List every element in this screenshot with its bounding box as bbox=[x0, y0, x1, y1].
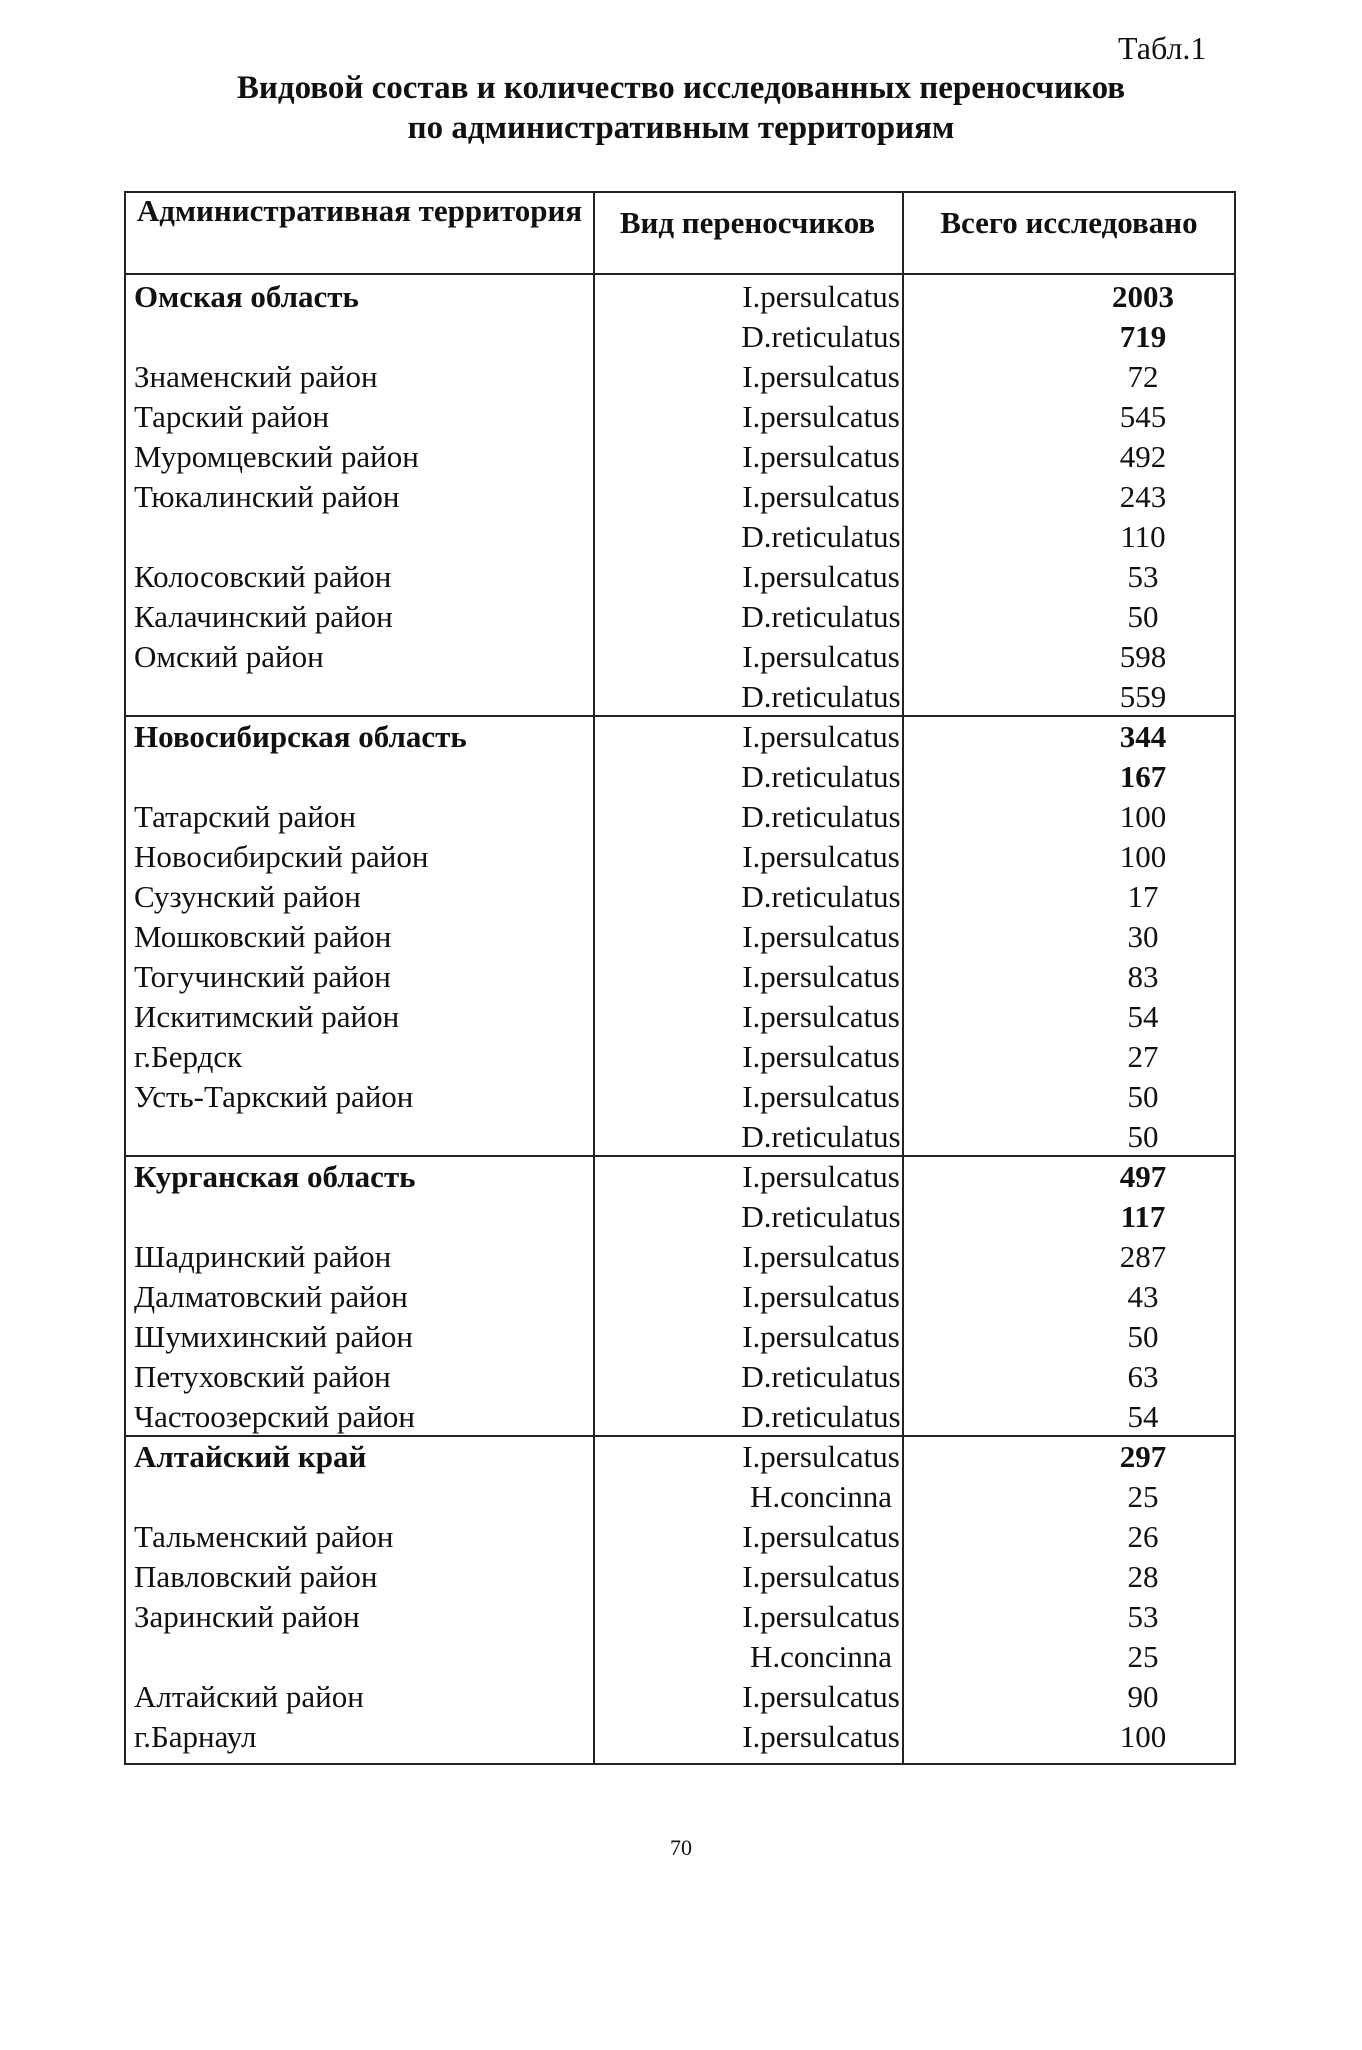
table-row bbox=[126, 317, 1234, 357]
cell-species: I.persulcatus bbox=[742, 359, 900, 394]
cell-species: I.persulcatus bbox=[742, 1079, 900, 1114]
table-row bbox=[126, 917, 1234, 957]
cell-species: D.reticulatus bbox=[741, 319, 901, 354]
cell-species: I.persulcatus bbox=[742, 1559, 900, 1594]
page-number: 70 bbox=[670, 1835, 692, 1860]
cell-species: I.persulcatus bbox=[742, 719, 900, 754]
table-row bbox=[126, 1717, 1234, 1757]
table-row bbox=[126, 437, 1234, 477]
cell-species: I.persulcatus bbox=[742, 1439, 900, 1474]
data-table bbox=[124, 191, 1236, 1765]
cell-count: 72 bbox=[1127, 359, 1159, 394]
table-title bbox=[0, 68, 1362, 148]
table-row bbox=[126, 637, 1234, 677]
cell-territory: Павловский район bbox=[134, 1559, 378, 1594]
cell-count: 287 bbox=[1119, 1239, 1167, 1274]
table-number-label: Табл.1 bbox=[1118, 30, 1207, 66]
cell-territory: Мошковский район bbox=[134, 919, 392, 954]
cell-species: I.persulcatus bbox=[742, 559, 900, 594]
cell-count: 54 bbox=[1127, 1399, 1159, 1434]
region-divider bbox=[126, 1435, 1234, 1437]
cell-count: 497 bbox=[1119, 1159, 1167, 1194]
cell-species: I.persulcatus bbox=[742, 639, 900, 674]
cell-territory: Тогучинский район bbox=[134, 959, 391, 994]
table-row bbox=[126, 837, 1234, 877]
cell-count: 17 bbox=[1127, 879, 1159, 914]
table-row bbox=[126, 1637, 1234, 1677]
table-row bbox=[126, 397, 1234, 437]
cell-count: 598 bbox=[1119, 639, 1167, 674]
cell-count: 110 bbox=[1120, 519, 1166, 554]
cell-count: 50 bbox=[1127, 1319, 1159, 1354]
cell-territory: Татарский район bbox=[134, 799, 356, 834]
table-row bbox=[126, 957, 1234, 997]
header-species: Вид переносчиков bbox=[619, 205, 876, 240]
cell-territory: Алтайский район bbox=[134, 1679, 364, 1714]
cell-count: 100 bbox=[1119, 799, 1167, 834]
cell-species: D.reticulatus bbox=[741, 759, 901, 794]
cell-territory: Муромцевский район bbox=[134, 439, 419, 474]
cell-species: I.persulcatus bbox=[742, 1279, 900, 1314]
header-territory: Административная территория bbox=[136, 193, 583, 228]
cell-species: I.persulcatus bbox=[742, 959, 900, 994]
cell-species: I.persulcatus bbox=[742, 1039, 900, 1074]
cell-territory: Знаменский район bbox=[134, 359, 378, 394]
cell-species: I.persulcatus bbox=[742, 919, 900, 954]
cell-count: 25 bbox=[1127, 1639, 1159, 1674]
cell-territory: Сузунский район bbox=[134, 879, 361, 914]
cell-species: I.persulcatus bbox=[742, 479, 900, 514]
cell-territory: Новосибирский район bbox=[134, 839, 429, 874]
table-title-line-2: по административным территориям bbox=[407, 110, 955, 146]
table-row bbox=[126, 677, 1234, 717]
cell-species: D.reticulatus bbox=[741, 1119, 901, 1154]
cell-count: 26 bbox=[1127, 1519, 1159, 1554]
cell-species: I.persulcatus bbox=[742, 439, 900, 474]
cell-count: 2003 bbox=[1112, 279, 1174, 314]
cell-species: I.persulcatus bbox=[742, 999, 900, 1034]
cell-territory: Омская область bbox=[134, 279, 359, 314]
table-row bbox=[126, 1117, 1234, 1157]
cell-territory: Далматовский район bbox=[134, 1279, 408, 1314]
header-total: Всего исследовано bbox=[940, 205, 1198, 240]
cell-species: I.persulcatus bbox=[742, 1239, 900, 1274]
table-row bbox=[126, 1237, 1234, 1277]
cell-species: D.reticulatus bbox=[741, 1399, 901, 1434]
table-row bbox=[126, 1477, 1234, 1517]
cell-territory: Новосибирская область bbox=[134, 719, 467, 754]
cell-count: 492 bbox=[1119, 439, 1167, 474]
cell-count: 53 bbox=[1127, 559, 1159, 594]
table-row bbox=[126, 997, 1234, 1037]
table-row bbox=[126, 877, 1234, 917]
cell-count: 53 bbox=[1127, 1599, 1159, 1634]
cell-count: 90 bbox=[1127, 1679, 1159, 1714]
cell-count: 117 bbox=[1120, 1199, 1166, 1234]
cell-count: 43 bbox=[1127, 1279, 1159, 1314]
cell-territory: г.Бердск bbox=[134, 1039, 243, 1074]
cell-territory: Курганская область bbox=[134, 1159, 416, 1194]
table-row bbox=[126, 557, 1234, 597]
table-row bbox=[126, 1597, 1234, 1637]
table-title-line-1: Видовой состав и количество исследованных переносчиков bbox=[236, 70, 1126, 106]
table-row bbox=[126, 1397, 1234, 1437]
cell-count: 167 bbox=[1119, 759, 1167, 794]
cell-territory: Частоозерский район bbox=[134, 1399, 415, 1434]
cell-species: D.reticulatus bbox=[741, 599, 901, 634]
table-row bbox=[126, 1357, 1234, 1397]
cell-species: D.reticulatus bbox=[741, 519, 901, 554]
table-row bbox=[126, 1677, 1234, 1717]
cell-count: 54 bbox=[1127, 999, 1159, 1034]
table-row bbox=[126, 797, 1234, 837]
cell-count: 27 bbox=[1127, 1039, 1159, 1074]
cell-count: 25 bbox=[1127, 1479, 1159, 1514]
cell-species: I.persulcatus bbox=[742, 1519, 900, 1554]
cell-count: 50 bbox=[1127, 599, 1159, 634]
cell-species: H.concinna bbox=[749, 1479, 893, 1514]
cell-territory: Тарский район bbox=[134, 399, 330, 434]
table-row-region bbox=[126, 277, 1234, 317]
cell-territory: Колосовский район bbox=[134, 559, 392, 594]
cell-count: 719 bbox=[1119, 319, 1167, 354]
table-row-region bbox=[126, 717, 1234, 757]
cell-species: I.persulcatus bbox=[742, 1719, 900, 1754]
cell-species: D.reticulatus bbox=[741, 1359, 901, 1394]
table-row bbox=[126, 1077, 1234, 1117]
cell-species: D.reticulatus bbox=[741, 679, 901, 714]
cell-count: 83 bbox=[1127, 959, 1159, 994]
table-row bbox=[126, 477, 1234, 517]
cell-species: I.persulcatus bbox=[742, 1319, 900, 1354]
cell-territory: Тальменский район bbox=[134, 1519, 394, 1554]
cell-species: D.reticulatus bbox=[741, 1199, 901, 1234]
table-row bbox=[126, 597, 1234, 637]
cell-territory: Тюкалинский район bbox=[134, 479, 400, 514]
table-row bbox=[126, 517, 1234, 557]
table-row bbox=[126, 1197, 1234, 1237]
table-row bbox=[126, 1517, 1234, 1557]
table-row bbox=[126, 1277, 1234, 1317]
cell-territory: г.Барнаул bbox=[134, 1719, 257, 1754]
cell-species: D.reticulatus bbox=[741, 879, 901, 914]
cell-territory: Омский район bbox=[134, 639, 324, 674]
table-row bbox=[126, 357, 1234, 397]
cell-count: 100 bbox=[1119, 839, 1167, 874]
cell-count: 63 bbox=[1127, 1359, 1159, 1394]
cell-territory: Петуховский район bbox=[134, 1359, 391, 1394]
region-divider bbox=[126, 1155, 1234, 1157]
cell-territory: Алтайский край bbox=[134, 1439, 367, 1474]
cell-count: 50 bbox=[1127, 1119, 1159, 1154]
cell-territory: Усть-Таркский район bbox=[134, 1079, 414, 1114]
cell-territory: Заринский район bbox=[134, 1599, 360, 1634]
cell-territory: Искитимский район bbox=[134, 999, 400, 1034]
cell-species: I.persulcatus bbox=[742, 839, 900, 874]
table-row-region bbox=[126, 1437, 1234, 1477]
cell-count: 30 bbox=[1127, 919, 1159, 954]
region-divider bbox=[126, 715, 1234, 717]
cell-species: I.persulcatus bbox=[742, 279, 900, 314]
table-row bbox=[126, 757, 1234, 797]
cell-species: I.persulcatus bbox=[742, 1679, 900, 1714]
cell-count: 28 bbox=[1127, 1559, 1159, 1594]
cell-species: I.persulcatus bbox=[742, 1159, 900, 1194]
cell-count: 559 bbox=[1119, 679, 1167, 714]
cell-count: 100 bbox=[1119, 1719, 1167, 1754]
cell-species: H.concinna bbox=[749, 1639, 893, 1674]
cell-territory: Шумихинский район bbox=[134, 1319, 413, 1354]
cell-territory: Калачинский район bbox=[134, 599, 393, 634]
cell-species: I.persulcatus bbox=[742, 399, 900, 434]
cell-territory: Шадринский район bbox=[134, 1239, 392, 1274]
table-row bbox=[126, 1317, 1234, 1357]
cell-species: D.reticulatus bbox=[741, 799, 901, 834]
cell-species: I.persulcatus bbox=[742, 1599, 900, 1634]
cell-count: 50 bbox=[1127, 1079, 1159, 1114]
cell-count: 344 bbox=[1119, 719, 1167, 754]
cell-count: 243 bbox=[1119, 479, 1167, 514]
cell-count: 297 bbox=[1119, 1439, 1167, 1474]
table-row bbox=[126, 1557, 1234, 1597]
table-row bbox=[126, 1037, 1234, 1077]
table-row-region bbox=[126, 1157, 1234, 1197]
cell-count: 545 bbox=[1119, 399, 1167, 434]
